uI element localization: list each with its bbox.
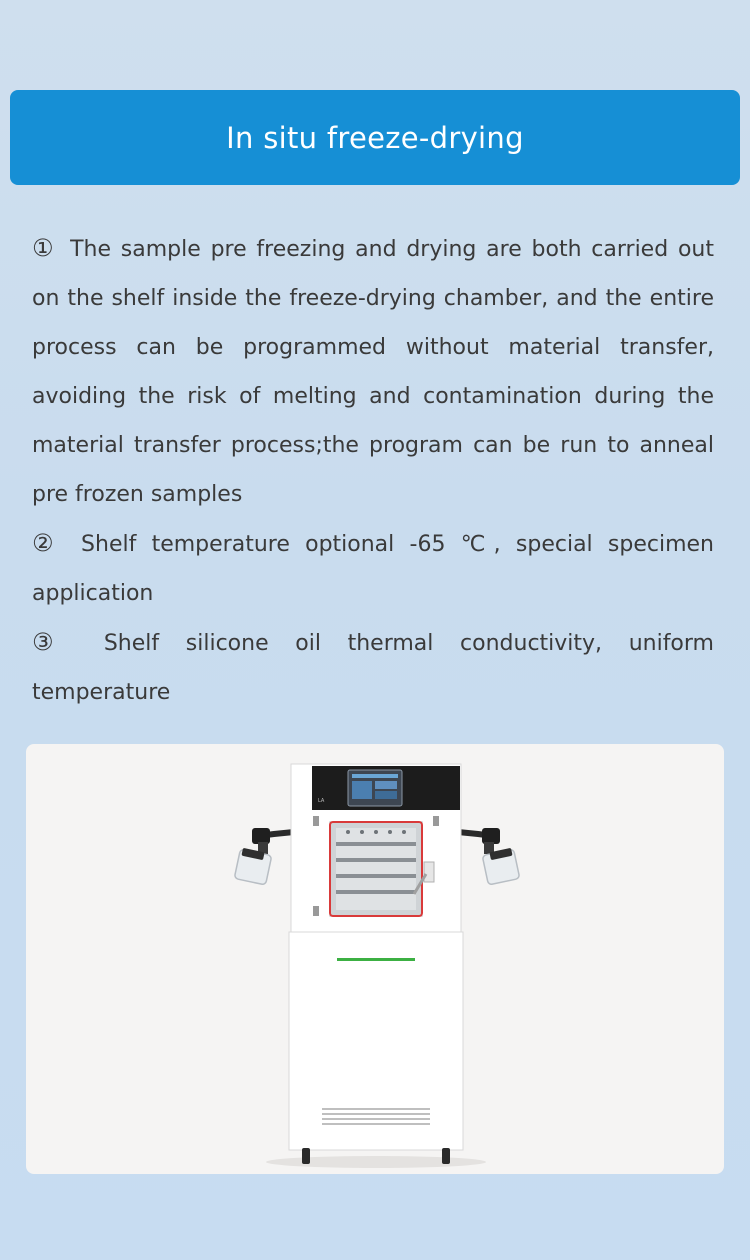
feature-item-2 — [32, 519, 714, 618]
feature-marker-1: ① — [32, 234, 57, 262]
door-handle — [424, 862, 434, 882]
status-light-bar — [337, 958, 415, 961]
page-title: In situ freeze-drying — [226, 120, 524, 155]
shelf-2 — [336, 858, 416, 862]
feature-text-2: Shelf temperature optional -65 ℃, special specimen application — [32, 532, 714, 606]
lower-cabinet — [289, 932, 463, 1150]
title-banner — [10, 90, 740, 185]
product-image-card — [26, 744, 724, 1174]
feature-text-3: Shelf silicone oil thermal conductivity, uniform temperature — [32, 631, 714, 705]
right-flask-arm — [458, 828, 520, 885]
feature-item-1 — [32, 224, 714, 519]
feature-marker-2: ② — [32, 529, 62, 557]
floor-shadow — [266, 1156, 486, 1168]
shelf-1 — [336, 842, 416, 846]
caster-left — [302, 1148, 310, 1164]
shelf-3 — [336, 874, 416, 878]
shelf-4 — [336, 890, 416, 894]
freeze-dryer-machine-illustration — [26, 744, 724, 1174]
feature-item-3 — [32, 618, 714, 717]
feature-list — [32, 224, 714, 717]
feature-text-1: The sample pre freezing and drying are both carried out on the shelf inside the freeze-drying chamber, and the entire process can be programmed without material transfer, avoiding the risk of melting and contamination during the material transfer process;the program can be run to anneal pre frozen samples — [32, 237, 714, 507]
svg-text:LA: LA — [318, 798, 325, 804]
feature-marker-3: ③ — [32, 628, 74, 656]
caster-right — [442, 1148, 450, 1164]
left-flask-arm — [234, 828, 294, 885]
